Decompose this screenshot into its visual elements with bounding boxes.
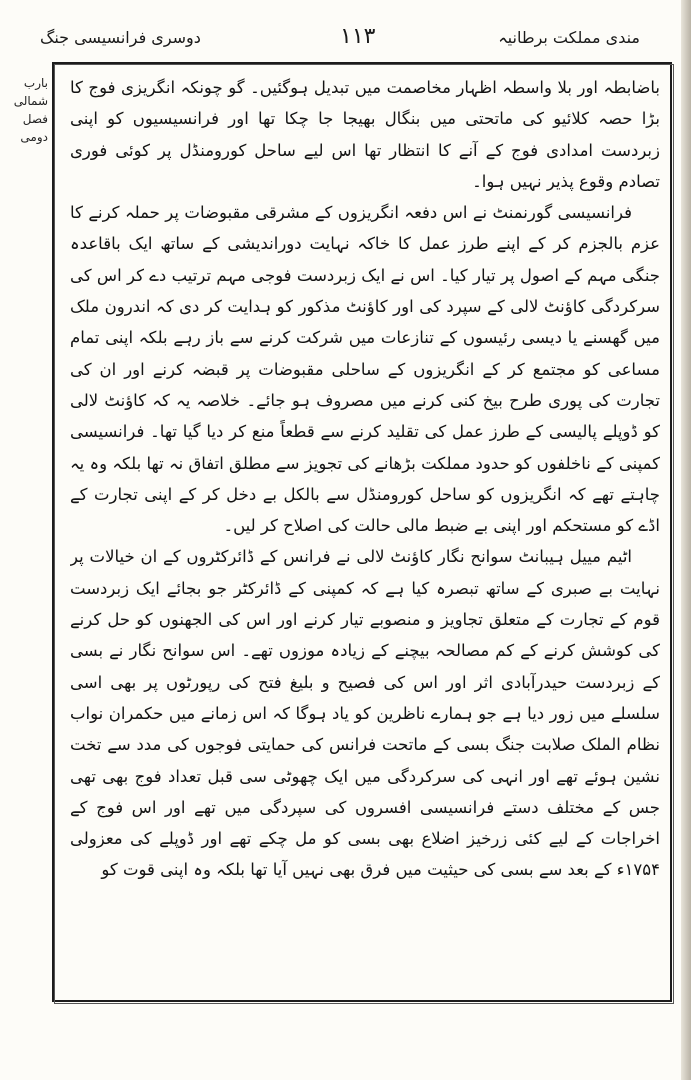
margin-note: بارب شمالی فصل دومی [13,76,48,144]
body-text [70,72,660,997]
page-number: ۱۱۳ [340,24,376,49]
page-header [40,20,640,60]
paragraph-3: اٹیم مییل ہیبانٹ سوانح نگار کاؤنٹ لالی نے فرانس کے ڈائرکٹروں کے ان خیالات پر نہایت بے صبری کے ساتھ تبصرہ کیا ہے کہ کمپنی کے ڈائرکٹر جو بجائے ایک زبردست قوم کے تجارت کے متعلق تجاویز و منصوبے تیار کرنے اور اس کی الجھنوں کو حل کرنے کی کوشش کرنے کے کم مصالحہ بیچنے کے زیادہ موزوں تھے۔ اس سوانح نگار نے بسی کے زبردست حیدرآبادی اثر اور اس کی فصیح و بلیغ فتح کی رپورٹوں پر بھی اسی سلسلے میں زور دیا ہے جو ہمارے ناظرین کو یاد ہوگا کہ اس زمانے میں حکمران نواب نظام الملک صلابت جنگ بسی کے ماتحت فرانس کی حمایتی فوجوں کی مدد سے تخت نشین ہوئے تھے اور انہی کی سرکردگی میں ایک چھوٹی سی قبل تعداد فوج بھی تھی جس کے مختلف دستے فرانسیسی افسروں کی سپردگی میں تھے اور اس فوج کے اخراجات کے لیے کئی زرخیز اضلاع بھی بسی کو مل چکے تھے اور ڈوپلے کی معزولی ۱۷۵۴ء کے بعد سے بسی کی حیثیت میں فرق بھی نہیں آیا تھا بلکہ وہ اپنی قوت کو [70,547,660,880]
running-title-left: دوسری فرانسیسی جنگ [40,28,201,47]
page-edge-shadow [681,0,691,1080]
paragraph-1: باضابطہ اور بلا واسطہ اظہار مخاصمت میں تبدیل ہوگئیں۔ گو چونکہ انگریزی فوج کا بڑا حصہ کلائیو کی ماتحتی میں بنگال بھیجا جا چکا تھا اور فرانسیسیوں کو اپنی زبردست امدادی فوج کے آنے کا انتظار تھا اس لیے ساحل کورومنڈل پر کوئی فوری تصادم وقوع پذیر نہیں ہوا۔ [70,78,660,191]
paragraph-2: فرانسیسی گورنمنٹ نے اس دفعہ انگریزوں کے مشرقی مقبوضات پر حملہ کرنے کا عزم بالجزم کر کے اپنے طرز عمل کا خاکہ نہایت دوراندیشی کے ساتھ ایک باقاعدہ جنگی مہم کے اصول پر تیار کیا۔ اس نے ایک زبردست فوجی مہم ترتیب دے کر اس کی سرکردگی کاؤنٹ لالی کے سپرد کی اور کاؤنٹ مذکور کو ہدایت کر دی کہ اندرون ملک میں گھسنے یا دیسی رئیسوں کے تنازعات میں شرکت کرنے سے باز رہے بلکہ اپنی تمام مساعی کو مجتمع کر کے انگریزوں کے ساحلی مقبوضات پر قبضہ کرنے اور ان کی تجارت کی پوری طرح بیخ کنی کرنے میں مصروف ہو جائے۔ خلاصہ یہ کہ کاؤنٹ لالی کو ڈوپلے پالیسی کے طرز عمل کی تقلید کرنے سے قطعاً منع کر دیا گیا تھا۔ فرانسیسی کمپنی کے ناخلفوں کو حدود مملکت بڑھانے کی تجویز سے مطلق اتفاق نہ تھا بلکہ وہ یہ چاہتے تھے کہ انگریزوں کو ساحل کورومنڈل سے بالکل بے دخل کر کے اپنی تجارت کے اڈے کو مستحکم اور اپنی بے ضبط مالی حالت کی اصلاح کر لیں۔ [70,203,660,536]
running-title-right: مندی مملکت برطانیہ [498,28,640,47]
